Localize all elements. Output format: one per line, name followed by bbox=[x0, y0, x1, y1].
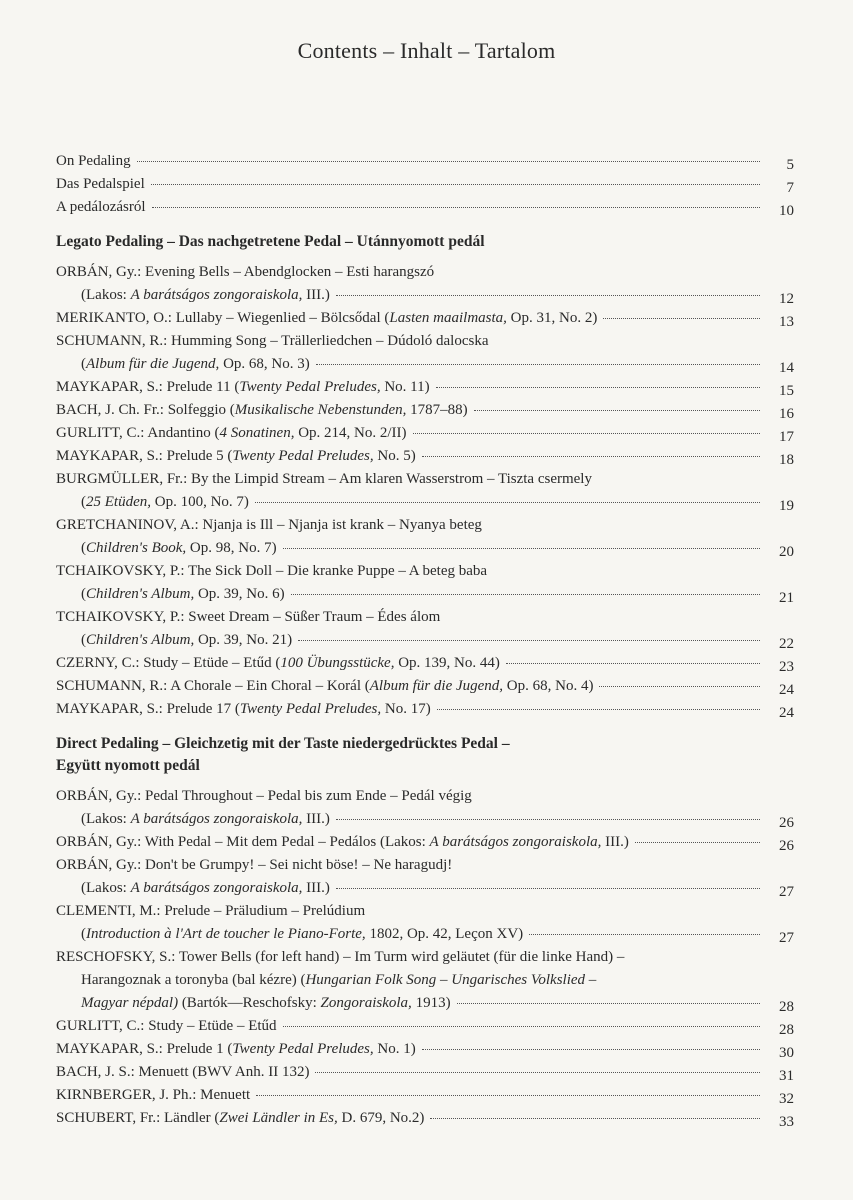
entry-title-part: III.) bbox=[601, 834, 629, 850]
entry-title-italic: Introduction à l'Art de toucher le Piano-Forte, bbox=[86, 926, 366, 942]
entry-title-italic: Magyar népdal) bbox=[81, 995, 179, 1011]
entry-title-part: No. 17) bbox=[381, 701, 431, 717]
toc-entry-line[interactable] bbox=[56, 1061, 794, 1084]
entry-title-italic: 100 Übungsstücke, bbox=[280, 655, 395, 671]
page-number: 33 bbox=[779, 1114, 794, 1130]
entry-title-part: ORBÁN, Gy.: Evening Bells – Abendglocken – Esti harangszó bbox=[56, 264, 435, 280]
entry-title-italic: A barátságos zongoraiskola, bbox=[130, 880, 303, 896]
section-heading-line: Direct Pedaling – Gleichzetig mit der Taste niedergedrücktes Pedal – bbox=[56, 735, 510, 752]
entry-title-italic: Lasten maailmasta, bbox=[389, 310, 507, 326]
entry-title-part: BURGMÜLLER, Fr.: By the Limpid Stream – Am klaren Wasserstrom – Tiszta csermely bbox=[56, 471, 592, 487]
entry-title-part: CZERNY, C.: Study – Etüde – Etűd ( bbox=[56, 655, 281, 671]
toc-entry-line[interactable] bbox=[56, 946, 794, 969]
toc-entry-line[interactable] bbox=[56, 514, 794, 537]
entry-title-part: TCHAIKOVSKY, P.: The Sick Doll – Die kranke Puppe – A beteg baba bbox=[56, 563, 488, 579]
entry-title bbox=[56, 1015, 277, 1038]
dot-leader bbox=[422, 456, 760, 457]
section-legato-entries bbox=[56, 261, 794, 721]
entry-title-part: No. 5) bbox=[373, 448, 416, 464]
section-heading-direct bbox=[56, 733, 794, 777]
toc-entry-line[interactable] bbox=[56, 376, 794, 399]
entry-title-part: ( bbox=[81, 540, 86, 556]
entry-title-italic: A barátságos zongoraiskola, bbox=[130, 811, 303, 827]
dot-leader bbox=[315, 1072, 760, 1073]
entry-title-part: Op. 98, No. 7) bbox=[186, 540, 277, 556]
toc-entry-line[interactable] bbox=[56, 307, 794, 330]
entry-title-part: III.) bbox=[302, 811, 330, 827]
entry-title-part: (Bartók—Reschofsky: bbox=[178, 995, 321, 1011]
toc-entry-line[interactable] bbox=[56, 560, 794, 583]
entry-title-part: 1802, Op. 42, Leçon XV) bbox=[365, 926, 524, 942]
toc-entry-line[interactable] bbox=[56, 491, 794, 514]
entry-title-part: Op. 39, No. 21) bbox=[194, 632, 293, 648]
page-title: Contents – Inhalt – Tartalom bbox=[297, 38, 556, 63]
entry-title-part: MAYKAPAR, S.: Prelude 17 ( bbox=[56, 701, 240, 717]
toc-entry-line[interactable] bbox=[56, 629, 794, 652]
page-number: 31 bbox=[779, 1068, 794, 1084]
entry-title bbox=[56, 900, 365, 923]
page-number: 14 bbox=[779, 360, 794, 376]
entry-title-part: BACH, J. Ch. Fr.: Solfeggio ( bbox=[56, 402, 235, 418]
entry-title-italic: Musikalische Nebenstunden, bbox=[234, 402, 407, 418]
entry-title bbox=[81, 491, 249, 514]
dot-leader bbox=[336, 888, 760, 889]
entry-title bbox=[56, 675, 593, 698]
entry-title bbox=[56, 468, 592, 491]
dot-leader bbox=[437, 709, 760, 710]
entry-title bbox=[81, 583, 285, 606]
entry-title-part: ( bbox=[81, 356, 86, 372]
toc-entry-line[interactable] bbox=[56, 900, 794, 923]
entry-title bbox=[56, 785, 472, 808]
page-number: 18 bbox=[779, 452, 794, 468]
entry-title-part: GURLITT, C.: Andantino ( bbox=[56, 425, 220, 441]
page-number: 27 bbox=[779, 930, 794, 946]
dot-leader bbox=[316, 364, 760, 365]
entry-title bbox=[56, 854, 452, 877]
page-number: 5 bbox=[786, 157, 794, 173]
toc-entry-line[interactable] bbox=[56, 808, 794, 831]
entry-title-part: ( bbox=[81, 926, 86, 942]
toc-entry-line[interactable] bbox=[56, 606, 794, 629]
dot-leader bbox=[474, 410, 760, 411]
entry-title bbox=[56, 376, 430, 399]
entry-title-italic: Twenty Pedal Preludes, bbox=[239, 701, 382, 717]
entry-title bbox=[56, 399, 468, 422]
toc-entry-line[interactable] bbox=[56, 583, 794, 606]
entry-title: Das Pedalspiel bbox=[56, 176, 145, 192]
dot-leader bbox=[436, 387, 760, 388]
page-number: 32 bbox=[779, 1091, 794, 1107]
entry-title-part: D. 679, No.2) bbox=[337, 1110, 425, 1126]
entry-title-part: Op. 68, No. 3) bbox=[219, 356, 310, 372]
entry-title-part: KIRNBERGER, J. Ph.: Menuett bbox=[56, 1087, 251, 1103]
page-number: 24 bbox=[779, 682, 794, 698]
entry-title-part: MAYKAPAR, S.: Prelude 5 ( bbox=[56, 448, 233, 464]
entry-title bbox=[81, 923, 523, 946]
dot-leader bbox=[422, 1049, 760, 1050]
entry-title-part: 1787–88) bbox=[406, 402, 468, 418]
dot-leader bbox=[506, 663, 760, 664]
toc-entry-line[interactable] bbox=[56, 1084, 794, 1107]
entry-title-italic: A barátságos zongoraiskola, bbox=[130, 287, 303, 303]
entry-title bbox=[56, 831, 629, 854]
entry-title bbox=[56, 445, 416, 468]
dot-leader bbox=[635, 842, 760, 843]
entry-title bbox=[56, 606, 440, 629]
entry-title-italic: Children's Album, bbox=[86, 586, 195, 602]
page-number: 27 bbox=[779, 884, 794, 900]
dot-leader bbox=[283, 1026, 760, 1027]
page-number: 21 bbox=[779, 590, 794, 606]
entry-title bbox=[56, 514, 482, 537]
entry-title-part: SCHUMANN, R.: Humming Song – Trällerliedchen – Dúdoló dalocska bbox=[56, 333, 489, 349]
entry-title-part: GRETCHANINOV, A.: Njanja is Ill – Njanja ist krank – Nyanya beteg bbox=[56, 517, 482, 533]
dot-leader bbox=[152, 207, 760, 208]
entry-title-part: Op. 214, No. 2/II) bbox=[294, 425, 407, 441]
toc-entry-line[interactable] bbox=[56, 330, 794, 353]
entry-title bbox=[56, 946, 624, 969]
dot-leader bbox=[336, 295, 760, 296]
entry-title-part: ( bbox=[81, 632, 86, 648]
entry-title bbox=[56, 1107, 424, 1130]
entry-title-part: Op. 68, No. 4) bbox=[503, 678, 594, 694]
entry-title bbox=[56, 307, 597, 330]
dot-leader bbox=[151, 184, 760, 185]
page-number: 28 bbox=[779, 1022, 794, 1038]
dot-leader bbox=[298, 640, 760, 641]
entry-title: A pedálozásról bbox=[56, 199, 146, 215]
toc-entry-line[interactable] bbox=[56, 877, 794, 900]
toc-entry-line[interactable] bbox=[56, 445, 794, 468]
entry-title bbox=[81, 629, 292, 652]
table-of-contents bbox=[56, 150, 794, 1130]
page-number: 30 bbox=[779, 1045, 794, 1061]
entry-title bbox=[81, 969, 596, 992]
page-number: 28 bbox=[779, 999, 794, 1015]
entry-title-italic: Zongoraiskola, bbox=[320, 995, 412, 1011]
page-number: 26 bbox=[779, 815, 794, 831]
entry-title bbox=[81, 284, 330, 307]
page-number: 20 bbox=[779, 544, 794, 560]
toc-entry-line[interactable] bbox=[56, 1015, 794, 1038]
dot-leader bbox=[529, 934, 760, 935]
entry-title bbox=[81, 808, 330, 831]
entry-title-part: III.) bbox=[302, 880, 330, 896]
entry-title-part: Op. 39, No. 6) bbox=[194, 586, 285, 602]
entry-title-italic: Twenty Pedal Preludes, bbox=[232, 1041, 374, 1057]
entry-title-part: CLEMENTI, M.: Prelude – Präludium – Prelúdium bbox=[56, 903, 366, 919]
toc-entry-line[interactable] bbox=[56, 831, 794, 854]
dot-leader bbox=[599, 686, 760, 687]
entry-title bbox=[81, 992, 451, 1015]
entry-title bbox=[56, 261, 434, 284]
entry-title-part: ORBÁN, Gy.: Don't be Grumpy! – Sei nicht böse! – Ne haragudj! bbox=[56, 857, 453, 873]
page-number: 26 bbox=[779, 838, 794, 854]
toc-entry-line[interactable] bbox=[56, 1107, 794, 1130]
entry-title-italic: 4 Sonatinen, bbox=[219, 425, 295, 441]
toc-entry-line[interactable] bbox=[56, 675, 794, 698]
dot-leader bbox=[291, 594, 760, 595]
entry-title-part: TCHAIKOVSKY, P.: Sweet Dream – Süßer Traum – Édes álom bbox=[56, 609, 441, 625]
entry-title-part: (Lakos: bbox=[81, 880, 131, 896]
toc-entry-line[interactable] bbox=[56, 1038, 794, 1061]
toc-entry-line[interactable] bbox=[56, 969, 794, 992]
page-number: 13 bbox=[779, 314, 794, 330]
entry-title-part: ORBÁN, Gy.: Pedal Throughout – Pedal bis zum Ende – Pedál végig bbox=[56, 788, 472, 804]
entry-title-italic: A barátságos zongoraiskola, bbox=[429, 834, 602, 850]
entry-title-part: BACH, J. S.: Menuett (BWV Anh. II 132) bbox=[56, 1064, 310, 1080]
entry-title-part: III.) bbox=[302, 287, 330, 303]
toc-entry-line[interactable] bbox=[56, 992, 794, 1015]
entry-title-part: ( bbox=[81, 586, 86, 602]
page-number: 22 bbox=[779, 636, 794, 652]
entry-title bbox=[56, 330, 489, 353]
entry-title-part: MAYKAPAR, S.: Prelude 11 ( bbox=[56, 379, 240, 395]
toc-entry-line[interactable] bbox=[56, 353, 794, 376]
entry-title-part: (Lakos: bbox=[81, 287, 131, 303]
toc-entry-line[interactable] bbox=[56, 261, 794, 284]
entry-title-part: ( bbox=[81, 494, 86, 510]
entry-title-italic: Twenty Pedal Preludes, bbox=[239, 379, 381, 395]
entry-title bbox=[56, 1084, 250, 1107]
page-number: 24 bbox=[779, 705, 794, 721]
entry-title-italic: Children's Book, bbox=[86, 540, 187, 556]
section-direct-entries bbox=[56, 785, 794, 1130]
dot-leader bbox=[603, 318, 760, 319]
toc-entry-line[interactable] bbox=[56, 854, 794, 877]
dot-leader bbox=[137, 161, 760, 162]
entry-title-part: GURLITT, C.: Study – Etüde – Etűd bbox=[56, 1018, 277, 1034]
toc-entry-line[interactable] bbox=[56, 399, 794, 422]
dot-leader bbox=[283, 548, 760, 549]
entry-title-part: SCHUBERT, Fr.: Ländler ( bbox=[56, 1110, 220, 1126]
entry-title-part: No. 11) bbox=[380, 379, 430, 395]
entry-title-part: No. 1) bbox=[373, 1041, 416, 1057]
entry-title bbox=[56, 560, 487, 583]
entry-title bbox=[56, 422, 407, 445]
entry-title-part: MAYKAPAR, S.: Prelude 1 ( bbox=[56, 1041, 233, 1057]
dot-leader bbox=[430, 1118, 760, 1119]
toc-entry-line[interactable] bbox=[56, 923, 794, 946]
page-number: 17 bbox=[779, 429, 794, 445]
toc-entry-line[interactable] bbox=[56, 284, 794, 307]
page-number: 7 bbox=[786, 180, 794, 196]
entry-title-part: Op. 139, No. 44) bbox=[394, 655, 500, 671]
entry-title bbox=[81, 353, 310, 376]
entry-title bbox=[81, 877, 330, 900]
toc-entry-line[interactable] bbox=[56, 652, 794, 675]
toc-entry[interactable] bbox=[56, 173, 794, 196]
section-heading-line: Együtt nyomott pedál bbox=[56, 757, 200, 774]
entry-title-part: RESCHOFSKY, S.: Tower Bells (for left hand) – Im Turm wird geläutet (für die linke Hand) – bbox=[56, 949, 625, 965]
toc-entry-line[interactable] bbox=[56, 785, 794, 808]
page-number: 16 bbox=[779, 406, 794, 422]
entry-title bbox=[56, 652, 500, 675]
toc-entry[interactable] bbox=[56, 150, 794, 173]
entry-title-part: (Lakos: bbox=[81, 811, 131, 827]
entry-title-italic: Zwei Ländler in Es, bbox=[219, 1110, 338, 1126]
entry-title-italic: Hungarian Folk Song – Ungarisches Volkslied – bbox=[305, 972, 597, 988]
entry-title-italic: 25 Etüden, bbox=[86, 494, 151, 510]
entry-title-italic: Children's Album, bbox=[86, 632, 195, 648]
entry-title-part: MERIKANTO, O.: Lullaby – Wiegenlied – Bölcsődal ( bbox=[56, 310, 390, 326]
entry-title-part: Op. 100, No. 7) bbox=[151, 494, 249, 510]
section-heading-legato: Legato Pedaling – Das nachgetretene Pedal – Utánnyomott pedál bbox=[56, 233, 485, 250]
dot-leader bbox=[457, 1003, 760, 1004]
entry-title-part: Harangoznak a toronyba (bal kézre) ( bbox=[81, 972, 306, 988]
dot-leader bbox=[255, 502, 760, 503]
entry-title bbox=[56, 1061, 309, 1084]
entry-title-part: 1913) bbox=[411, 995, 451, 1011]
toc-entry-line[interactable] bbox=[56, 468, 794, 491]
dot-leader bbox=[413, 433, 760, 434]
dot-leader bbox=[256, 1095, 760, 1096]
toc-entry-line[interactable] bbox=[56, 537, 794, 560]
toc-entry[interactable] bbox=[56, 196, 794, 219]
toc-entry-line[interactable] bbox=[56, 422, 794, 445]
entry-title-part: Op. 31, No. 2) bbox=[506, 310, 598, 326]
entry-title-italic: Album für die Jugend, bbox=[86, 356, 220, 372]
entry-title-italic: Twenty Pedal Preludes, bbox=[232, 448, 374, 464]
entry-title-italic: Album für die Jugend, bbox=[369, 678, 504, 694]
toc-entry-line[interactable] bbox=[56, 698, 794, 721]
entry-title bbox=[56, 1038, 416, 1061]
entry-title bbox=[56, 698, 431, 721]
dot-leader bbox=[336, 819, 760, 820]
page-number: 15 bbox=[779, 383, 794, 399]
page-number: 10 bbox=[779, 203, 794, 219]
page-number: 19 bbox=[779, 498, 794, 514]
entry-title: On Pedaling bbox=[56, 153, 131, 169]
page-number: 23 bbox=[779, 659, 794, 675]
entry-title-part: ORBÁN, Gy.: With Pedal – Mit dem Pedal – Pedálos (Lakos: bbox=[56, 834, 430, 850]
entry-title bbox=[81, 537, 277, 560]
entry-title-part: SCHUMANN, R.: A Chorale – Ein Choral – Korál ( bbox=[56, 678, 370, 694]
page-number: 12 bbox=[779, 291, 794, 307]
